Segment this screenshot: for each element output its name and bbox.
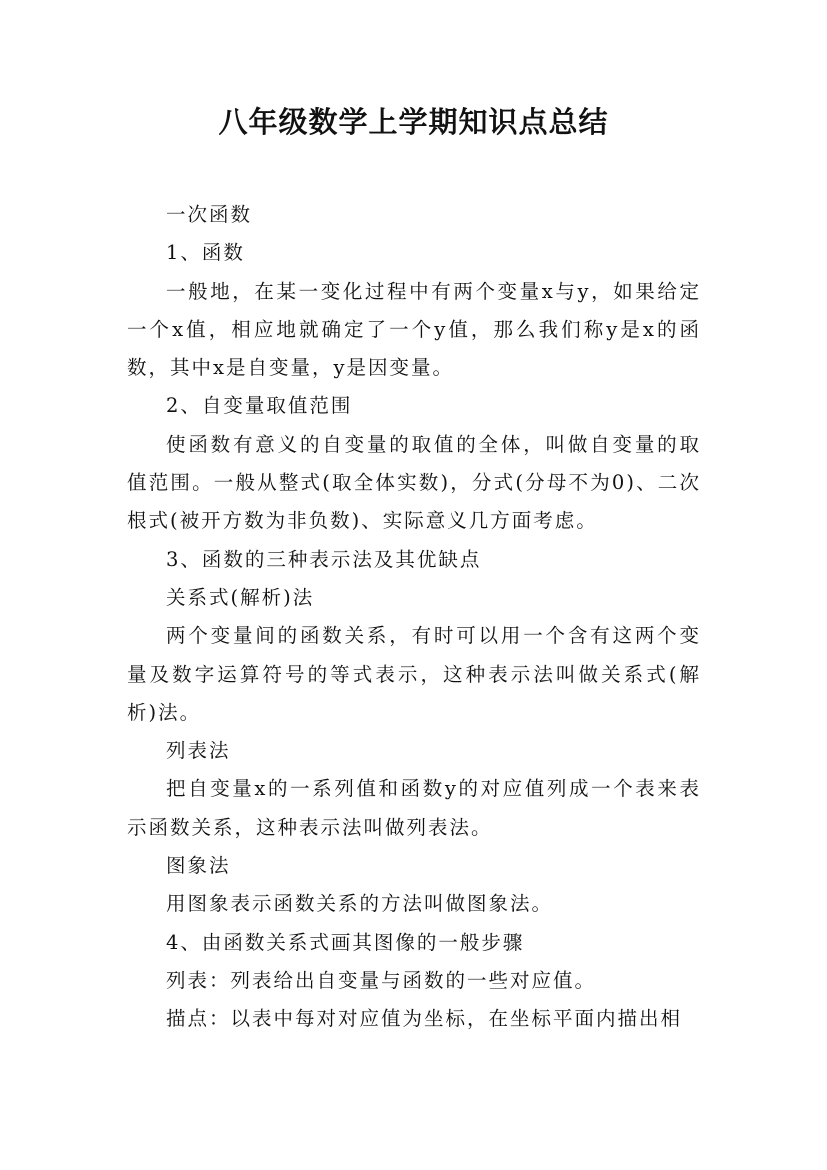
paragraph-graph-method: 用图象表示函数关系的方法叫做图象法。 xyxy=(166,892,554,916)
heading-function: 1、函数 xyxy=(166,241,245,265)
document-title: 八年级数学上学期知识点总结 xyxy=(218,105,609,139)
paragraph-function-definition: 一般地，在某一变化过程中有两个变量x与y，如果给定一个x值，相应地就确定了一个y值，那么我们称y是x的函数，其中x是自变量，y是因变量。 xyxy=(127,279,701,380)
heading-domain: 2、自变量取值范围 xyxy=(166,394,353,418)
heading-graphing-steps: 4、由函数关系式画其图像的一般步骤 xyxy=(166,930,525,954)
subheading-formula-method: 关系式(解析)法 xyxy=(166,585,315,609)
paragraph-step-plot: 描点：以表中每对对应值为坐标，在坐标平面内描出相 xyxy=(166,1007,683,1031)
paragraph-step-list: 列表：列表给出自变量与函数的一些对应值。 xyxy=(166,968,597,992)
paragraph-table-method: 把自变量x的一系列值和函数y的对应值列成一个表来表示函数关系，这种表示法叫做列表法。 xyxy=(127,777,701,839)
document-body xyxy=(127,196,701,1039)
heading-representations: 3、函数的三种表示法及其优缺点 xyxy=(166,547,482,571)
paragraph-formula-method: 两个变量间的函数关系，有时可以用一个含有这两个变量及数字运算符号的等式表示，这种表示法叫做关系式(解析)法。 xyxy=(127,624,701,724)
subheading-graph-method: 图象法 xyxy=(166,854,231,878)
subheading-table-method: 列表法 xyxy=(166,739,231,763)
paragraph-domain: 使函数有意义的自变量的取值的全体，叫做自变量的取值范围。一般从整式(取全体实数)，分式(分母不为0)、二次根式(被开方数为非负数)、实际意义几方面考虑。 xyxy=(127,432,701,533)
heading-linear-function: 一次函数 xyxy=(166,203,253,226)
